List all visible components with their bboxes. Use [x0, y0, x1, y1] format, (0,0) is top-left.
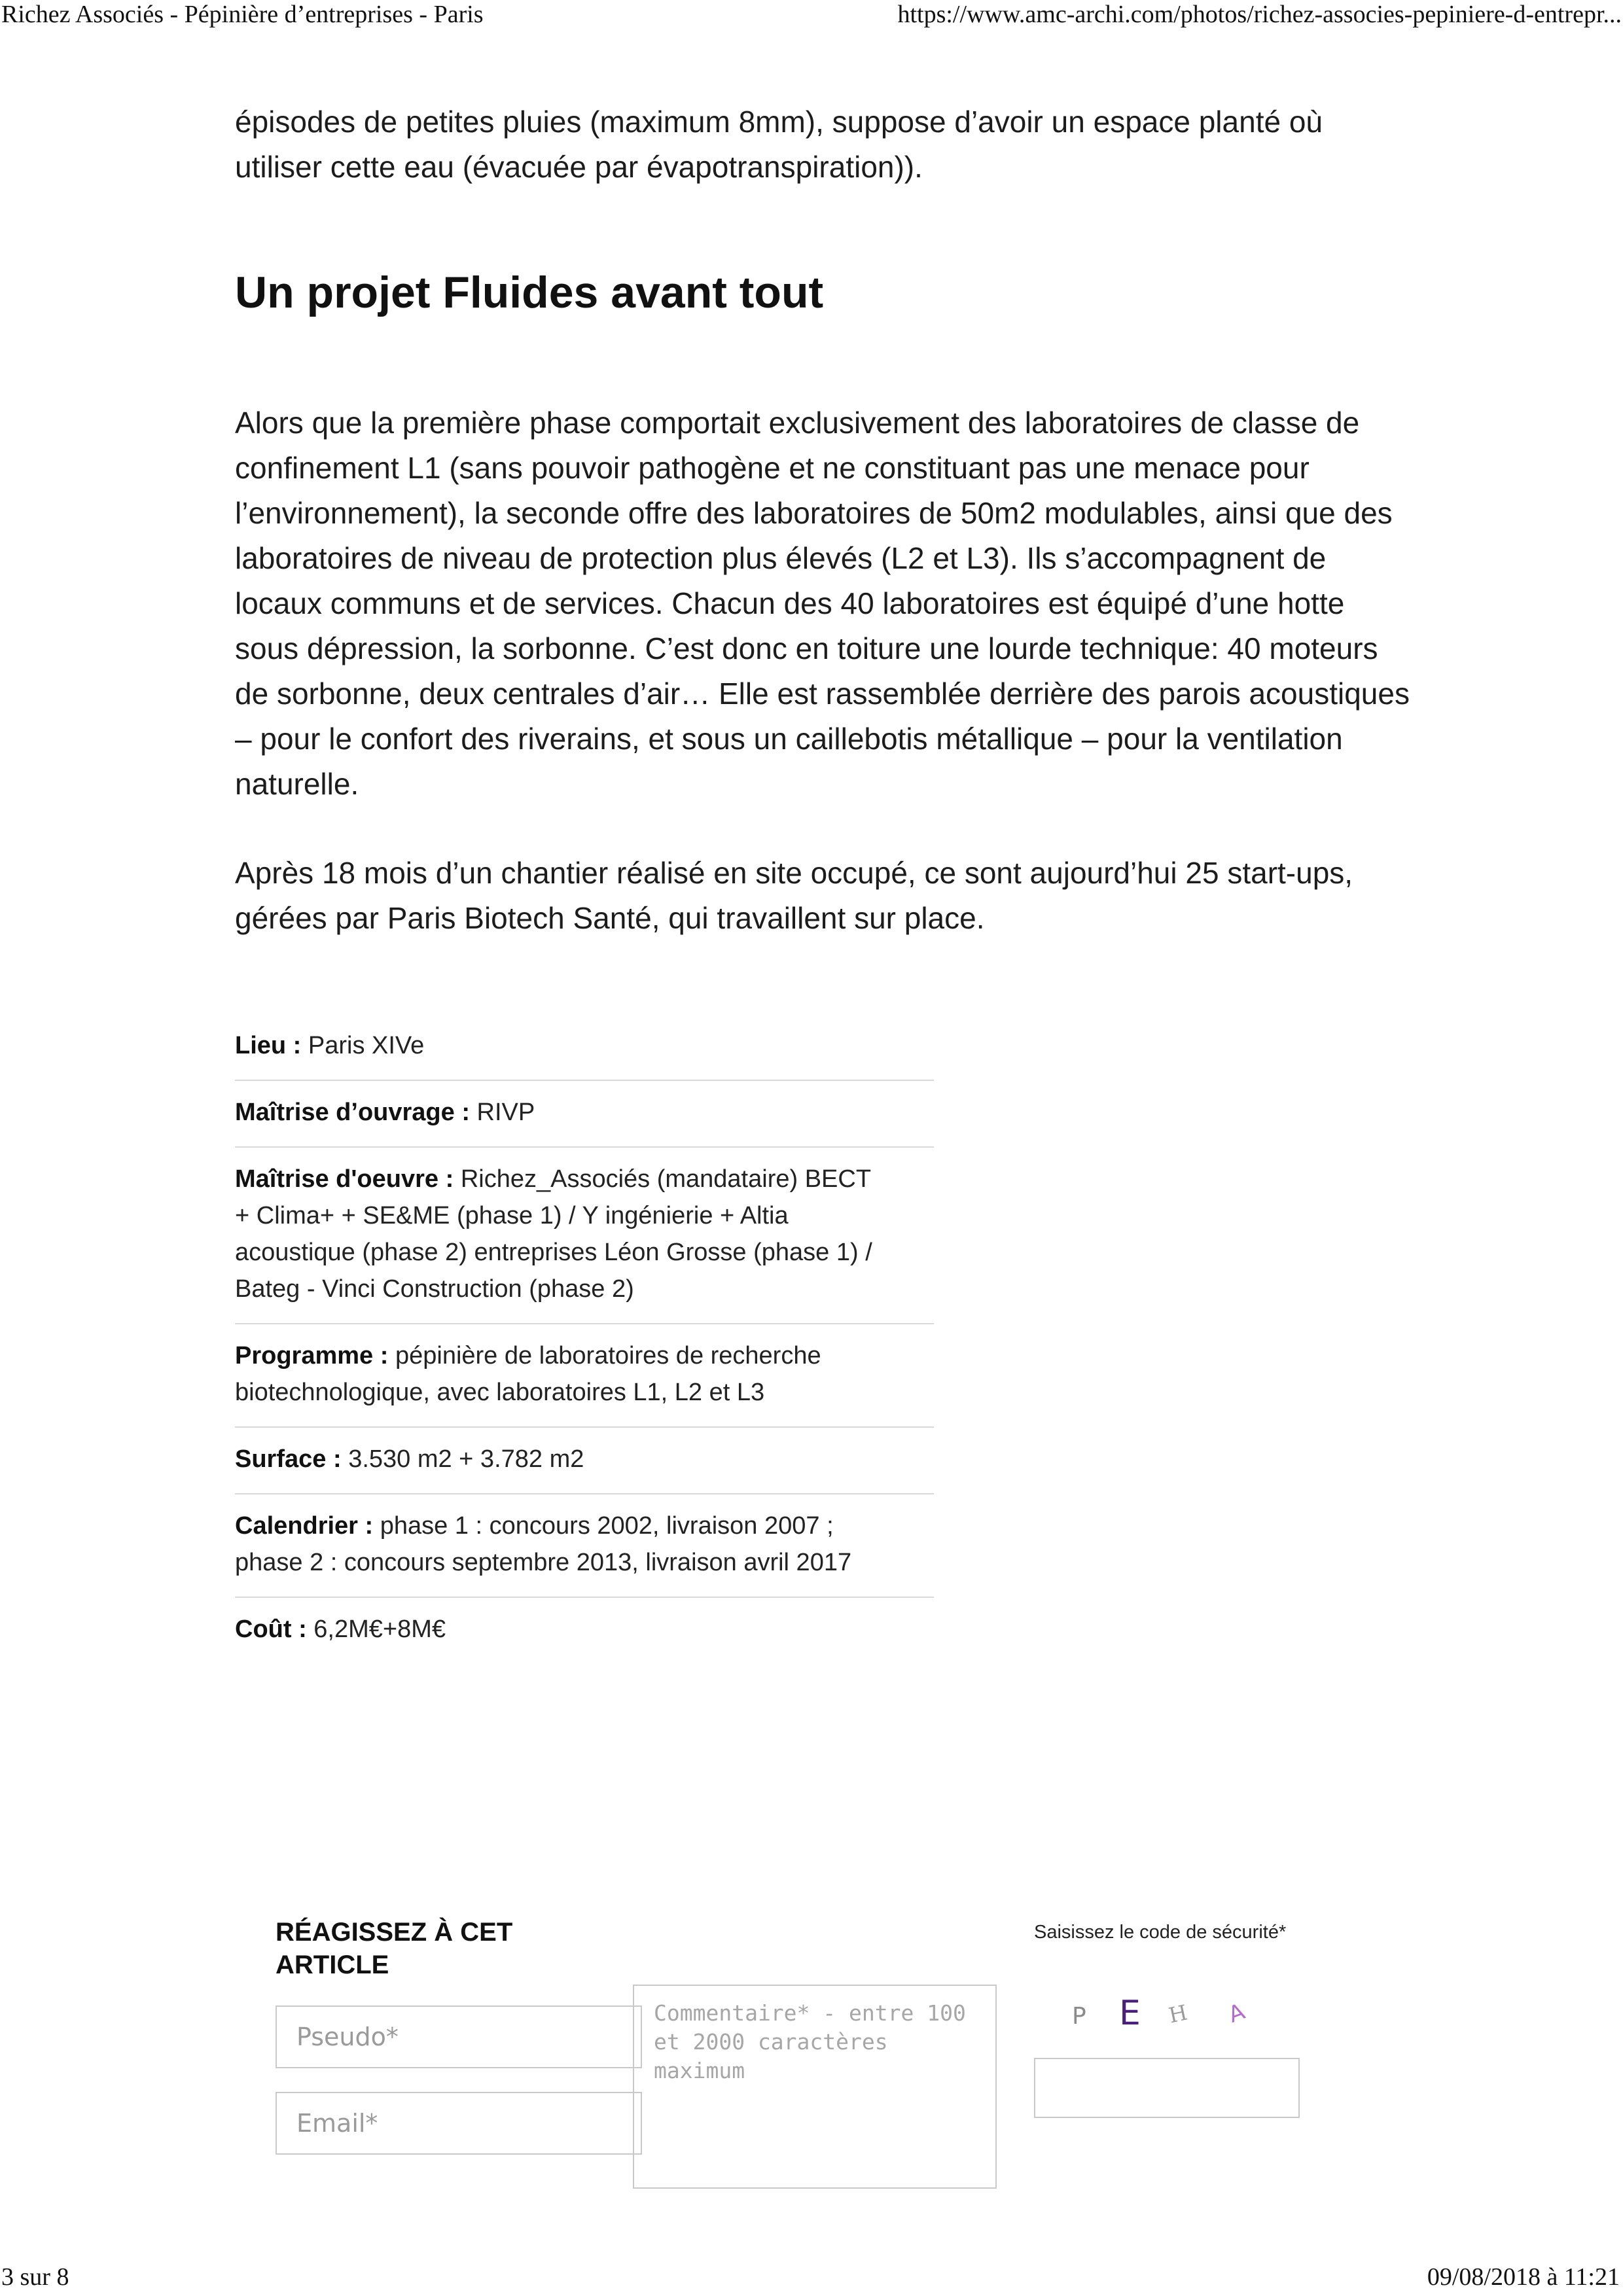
fact-cout: [235, 1598, 934, 1663]
text-line: Alors que la première phase comportait exclusivement des laboratoires de classe de: [235, 406, 1360, 440]
print-header-title: Richez Associés - Pépinière d’entreprises - Paris: [1, 1, 484, 28]
fact-value: phase 2 : concours septembre 2013, livraison avril 2017: [235, 1549, 852, 1576]
fact-value: 3.530 m2 + 3.782 m2: [348, 1445, 584, 1473]
fact-label: Maîtrise d’ouvrage :: [235, 1099, 470, 1126]
fact-value: RIVP: [476, 1099, 535, 1126]
fact-label: Lieu :: [235, 1032, 302, 1059]
email-placeholder: Email*: [296, 2109, 378, 2138]
text-line: laboratoires de niveau de protection plus élevés (L2 et L3). Ils s’accompagnent de: [235, 541, 1327, 575]
fact-label: Programme :: [235, 1342, 389, 1369]
fact-value: acoustique (phase 2) entreprises Léon Grosse (phase 1) /: [235, 1239, 872, 1266]
fact-surface: [235, 1428, 934, 1494]
fact-value: Bateg - Vinci Construction (phase 2): [235, 1275, 634, 1303]
fact-label: Maîtrise d'oeuvre :: [235, 1165, 454, 1193]
captcha-char: A: [1224, 1998, 1249, 2028]
print-footer-page: 3 sur 8: [1, 2263, 69, 2291]
comment-form-title: RÉAGISSEZ À CET ARTICLE: [276, 1918, 513, 1979]
fact-value: biotechnologique, avec laboratoires L1, L2 et L3: [235, 1379, 765, 1406]
captcha-char: H: [1166, 2000, 1190, 2028]
text-line: sous dépression, la sorbonne. C’est donc en toiture une lourde technique: 40 moteurs: [235, 631, 1378, 665]
fact-maitrise-oeuvre: [235, 1148, 934, 1324]
fact-maitrise-ouvrage: [235, 1081, 934, 1148]
text-line: Après 18 mois d’un chantier réalisé en site occupé, ce sont aujourd’hui 25 start-ups,: [235, 856, 1353, 890]
fact-value: Richez_Associés (mandataire) BECT: [460, 1165, 872, 1193]
paragraph-fluides: [235, 400, 1452, 807]
fact-value: 6,2M€+8M€: [313, 1616, 446, 1643]
text-line: gérées par Paris Biotech Santé, qui travaillent sur place.: [235, 901, 985, 935]
security-code-label: Saisissez le code de sécurité*: [1034, 1922, 1287, 1943]
text-line: épisodes de petites pluies (maximum 8mm), suppose d’avoir un espace planté où: [235, 105, 1323, 139]
fact-label: Calendrier :: [235, 1512, 374, 1540]
pseudo-field[interactable]: [276, 2005, 642, 2068]
text-line: confinement L1 (sans pouvoir pathogène et ne constituant pas une menace pour: [235, 451, 1310, 485]
captcha-char: P: [1072, 2003, 1086, 2030]
fact-value: phase 1 : concours 2002, livraison 2007 ;: [380, 1512, 834, 1540]
fact-calendrier: [235, 1494, 934, 1598]
fact-value: Paris XIVe: [308, 1032, 425, 1059]
fact-label: Coût :: [235, 1616, 307, 1643]
print-header-url: https://www.amc-archi.com/photos/richez-associes-pepiniere-d-entrepr...: [897, 1, 1622, 28]
security-code-input[interactable]: [1034, 2058, 1300, 2118]
comment-placeholder: Commentaire* - entre 100 et 2000 caractères maximum: [654, 2000, 966, 2083]
comment-textarea[interactable]: [633, 1985, 997, 2189]
fact-label: Surface :: [235, 1445, 342, 1473]
print-footer-datetime: 09/08/2018 à 11:21: [1427, 2263, 1620, 2291]
paragraph-start-ups: [235, 851, 1452, 941]
text-line: locaux communs et de services. Chacun des 40 laboratoires est équipé d’une hotte: [235, 586, 1345, 620]
project-facts: [235, 1027, 934, 1663]
pseudo-placeholder: Pseudo*: [296, 2022, 399, 2051]
fact-programme: [235, 1324, 934, 1428]
fact-lieu: [235, 1027, 934, 1081]
section-heading: Un projet Fluides avant tout: [235, 268, 824, 317]
text-line: utiliser cette eau (évacuée par évapotranspiration)).: [235, 150, 923, 184]
text-line: de sorbonne, deux centrales d’air… Elle est rassemblée derrière des parois acoustiques: [235, 677, 1410, 711]
email-field[interactable]: [276, 2092, 642, 2155]
captcha-char: E: [1119, 1994, 1141, 2033]
text-line: l’environnement), la seconde offre des laboratoires de 50m2 modulables, ainsi que des: [235, 496, 1393, 530]
captcha-image: [1034, 1992, 1296, 2038]
text-line: naturelle.: [235, 767, 359, 801]
fact-value: pépinière de laboratoires de recherche: [395, 1342, 821, 1369]
intro-paragraph: [235, 99, 1452, 190]
text-line: – pour le confort des riverains, et sous un caillebotis métallique – pour la ventilation: [235, 722, 1343, 756]
fact-value: + Clima+ + SE&ME (phase 1) / Y ingénierie + Altia: [235, 1202, 789, 1229]
